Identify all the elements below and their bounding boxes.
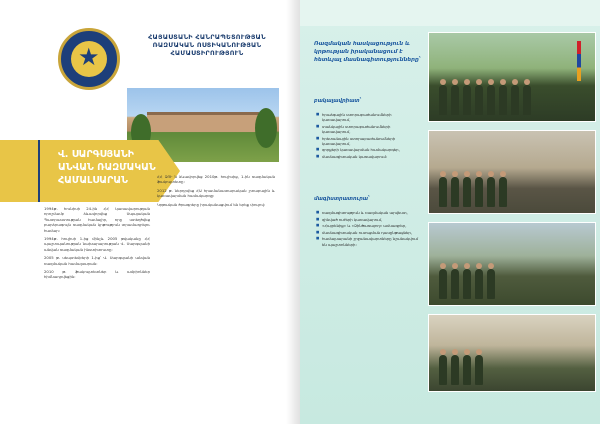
field-training-photo [428, 222, 596, 306]
people-group [439, 177, 507, 207]
building-shape [147, 112, 259, 132]
person-figure [451, 355, 459, 385]
person-figure [475, 177, 483, 207]
history-column-1 [44, 206, 150, 283]
paragraph: 1994թ. հուլիսի 1-ից մինչև 2005 թվականը ՀՀ պաշտպանության նախարարության Վ. Սարգսյանի անվան ռազմական ինստիտուտը: [44, 236, 150, 252]
person-figure [475, 355, 483, 385]
bachelor-list [316, 112, 420, 161]
person-figure [439, 355, 447, 385]
map-study-photo [428, 314, 596, 392]
institution-title: ՀԱՅԱՍՏԱՆԻ ՀԱՆՐԱՊԵՏՈՒԹՅԱՆ ՌԱԶՄԱԿԱՆ ՈՍՏԻԿԱՆՈՒԹՅԱՆ ՀԱՄԱՍՏԻՐՈՒԹՅՈՒՆ [148, 33, 266, 57]
person-figure [487, 269, 495, 299]
person-figure [475, 85, 483, 115]
list-item: ■ զինված ուժերի կառավարում, [316, 217, 420, 222]
list-item: ■ զորքերի կառավարման համակարգեր, [316, 147, 420, 152]
people-group [439, 355, 483, 385]
person-figure [523, 85, 531, 115]
paragraph: ՀՀ ԶՈՒ ն ձևավորվեց 2010թ. հուլիսից, 1-ին ռազմական ֆակուլտետը: [157, 174, 275, 185]
list-item: ■ ռազմագիտություն և ռազմական արվեստ, [316, 210, 420, 215]
person-figure [439, 177, 447, 207]
person-figure [463, 177, 471, 207]
list-item: ■ հրաձգային ստորաբաժանումների կառավարում, [316, 112, 420, 122]
flag-shape [577, 41, 581, 81]
programs-heading: Ռազմական հասկացություն և կրթության իրականացում է հետևյալ մասնագիտությունները՝ [314, 41, 421, 63]
top-strip [300, 0, 600, 26]
list-item: ■ տանկային ստորաբաժանումների կառավարում, [316, 124, 420, 134]
master-list [316, 210, 420, 248]
banner-title: Վ. ՍԱՐԳՍՅԱՆԻ ԱՆՎԱՆ ՌԱԶՄԱԿԱՆ ՀԱՄԱԼՍԱՐԱՆ [58, 149, 156, 186]
paragraph: 2012 թ. ներդրվեց ՀԱ հրամանատարական շտաբային և կառավարման համակարգը: [157, 187, 275, 199]
paragraph: 2005 թ. սեպտեմբերի 1-ից՝ Վ. Սարգսյանի անվան ռազմական համալսարան: [44, 255, 150, 266]
person-figure [451, 85, 459, 115]
master-title: մագիստրատուրա՝ [314, 196, 370, 202]
person-figure [499, 177, 507, 207]
person-figure [499, 85, 507, 115]
person-figure [463, 355, 471, 385]
person-figure [487, 177, 495, 207]
university-emblem [58, 28, 120, 90]
list-item: ■ համալսարանի շրջանավարտները նշանակվում են պաշտոնների: [316, 236, 420, 246]
person-figure [439, 269, 447, 299]
list-item: ■ հրետանային ստորաբաժանումների կառավարում, [316, 136, 420, 146]
cadets-ceremony-photo [428, 32, 596, 122]
list-item: ■ «Հայրենիք» և «Զինծառայող» ամսագրեր, [316, 223, 420, 228]
history-column-2 [157, 174, 275, 210]
classroom-photo [428, 130, 596, 214]
person-figure [451, 269, 459, 299]
star-icon: ★ [78, 43, 100, 71]
paragraph: Կրթական ծրագրերը իրականացվում են երեք փուլով: [157, 201, 266, 207]
person-figure [439, 85, 447, 115]
list-item: ■ մասնագիտական կառավարում: [316, 154, 420, 159]
tree-shape [255, 108, 277, 148]
people-group [439, 85, 531, 115]
person-figure [487, 85, 495, 115]
person-figure [475, 269, 483, 299]
people-group [439, 269, 495, 299]
person-figure [463, 85, 471, 115]
person-figure [511, 85, 519, 115]
banner-accent [38, 140, 40, 202]
person-figure [463, 269, 471, 299]
right-page [300, 0, 600, 424]
paragraph: 2010 թ. ֆակուլտետներ և ամբիոններ հիմնադրվեցին: [44, 269, 150, 280]
person-figure [451, 177, 459, 207]
paragraph: 1994թ. հունիսի 24-ին ՀՀ կառավարության որոշմամբ ձևավորվեց Սպայական Պատրաստության համալիր, որը ստեղծվեց բարձրագույն ռազմական կրթություն տրամադրելու համար: [44, 206, 150, 233]
bachelor-title: բակալավրիատ՝ [314, 98, 362, 104]
list-item: ■ մասնագիտական ուսուցման դասընթացներ, [316, 230, 420, 235]
